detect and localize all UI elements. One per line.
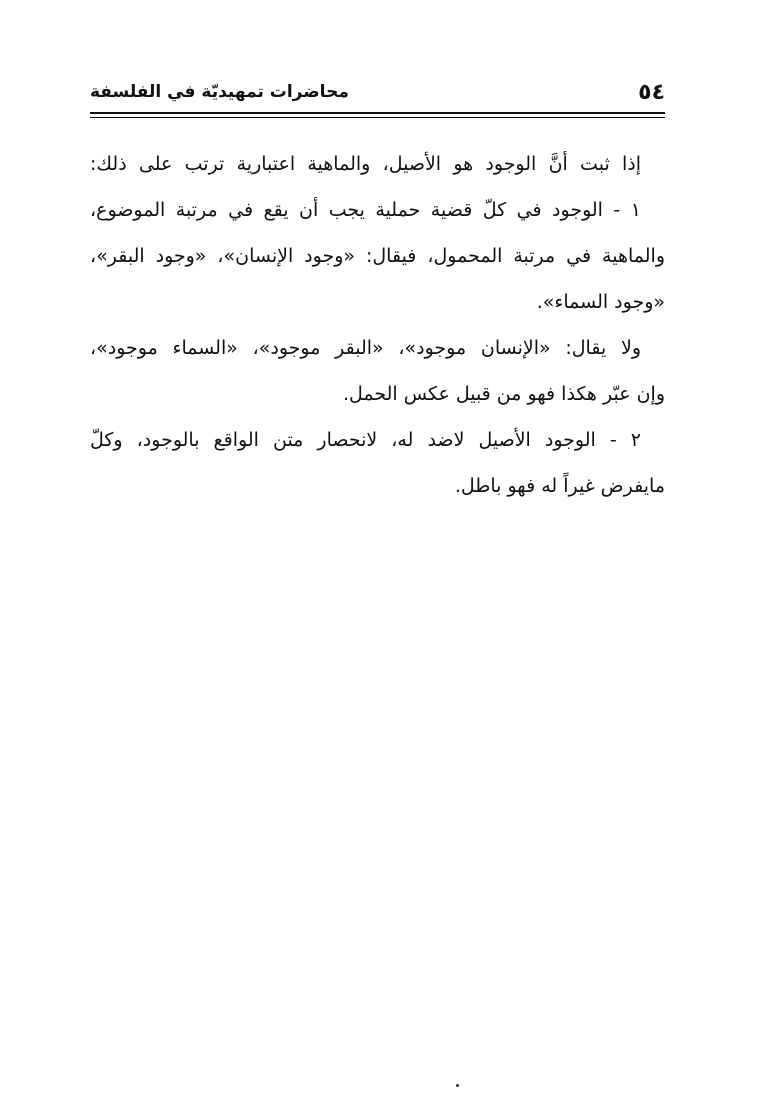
header-rule-thick (90, 112, 665, 114)
text-line: مايفرض غيراً له فهو باطل. (454, 475, 665, 497)
text-line: ٢ - الوجود الأصيل لاضد له، لانحصار متن الواقع بالوجود، وكلّ (90, 429, 641, 451)
page-number: ٥٤ (638, 80, 665, 105)
scan-speck (456, 1084, 459, 1087)
text-line: «وجود السماء». (536, 291, 665, 313)
text-line: إذا ثبت أنَّ الوجود هو الأصيل، والماهية اعتبارية ترتب على ذلك: (90, 153, 641, 175)
text-line: والماهية في مرتبة المحمول، فيقال: «وجود الإنسان»، «وجود البقر»، (90, 245, 665, 267)
body-text (90, 141, 665, 509)
text-line: ١ - الوجود في كلّ قضية حملية يجب أن يقع في مرتبة الموضوع، (90, 199, 641, 221)
text-line: وإن عبّر هكذا فهو من قبيل عكس الحمل. (342, 383, 665, 405)
running-head (90, 78, 665, 112)
book-title: محاضرات تمهيديّة في الفلسفة (90, 82, 349, 102)
header-rule-thin (90, 117, 665, 118)
text-line: ولا يقال: «الإنسان موجود»، «البقر موجود»، «السماء موجود»، (90, 337, 641, 359)
